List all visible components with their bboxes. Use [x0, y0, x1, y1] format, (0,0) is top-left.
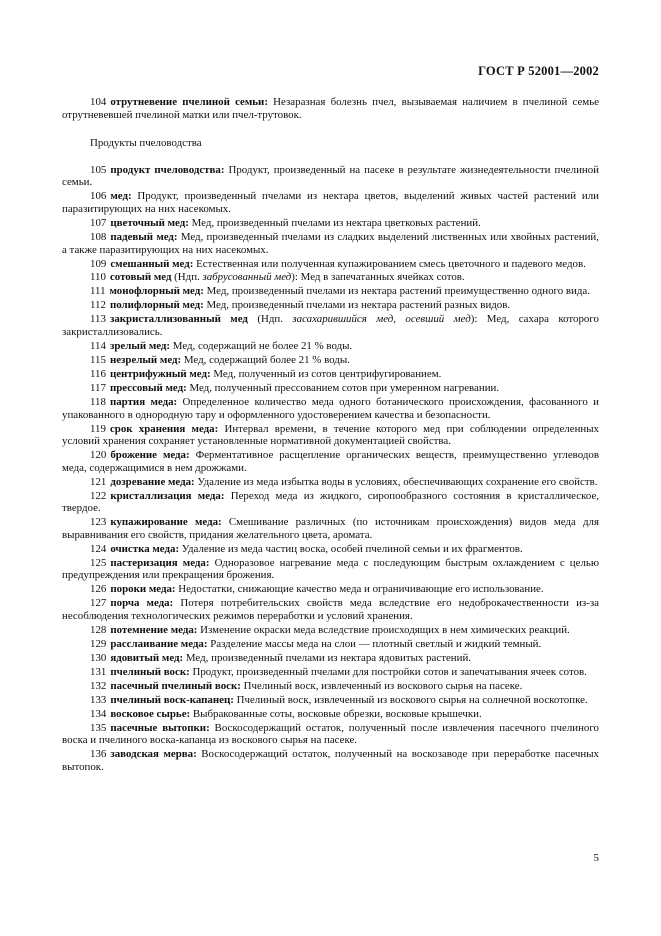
term-entry [62, 680, 599, 693]
entry-term: цветочный мед: [110, 216, 189, 229]
entry-definition: Смешивание различных (по источникам происхождения) видов меда для выравнивания его свойств, придания желательного цвета, аромата. [62, 516, 600, 541]
term-entry [62, 231, 599, 256]
entry-term: дозревание меда: [110, 475, 195, 488]
entry-definition: Мед, произведенный пчелами из сладких выделений лиственных или хвойных растений, а также паразитирующих на них насекомых. [62, 230, 599, 256]
entry-definition: Мед, содержащий более 21 % воды. [181, 354, 350, 366]
term-entry [62, 638, 599, 651]
entry-definition: Удаление из меда частиц воска, особей пчелиной семьи и их фрагментов. [179, 542, 523, 555]
term-entry [62, 313, 599, 338]
entry-definition: Естественная или полученная купажированием смесь цветочного и падевого медов. [193, 257, 586, 270]
entry-note-suffix: ): [470, 313, 478, 326]
term-entry [62, 449, 599, 474]
entry-definition: Продукт, произведенный на пасеке в результате жизнедеятельности пчелиной семьи. [62, 163, 599, 189]
entry-number: 130 [90, 651, 107, 664]
entry-definition: Ферментативное расщепление органических веществ, преимущественно углеводов меда, содержащимися в нем дрожжами. [62, 449, 599, 474]
entry-term: пчелиный воск: [110, 665, 190, 678]
entry-number: 123 [90, 516, 107, 529]
entry-number: 118 [90, 395, 106, 408]
term-entry [62, 190, 599, 215]
term-entry [62, 722, 599, 747]
entry-term: смешанный мед: [110, 257, 194, 270]
entry-number: 108 [90, 230, 107, 243]
entry-number: 131 [90, 665, 107, 678]
entry-term: центрифужный мед: [109, 367, 211, 380]
term-entry [62, 368, 599, 381]
section-heading: Продукты пчеловодства [90, 137, 202, 150]
entry-definition: Потеря потребительских свойств меда вследствие его недоброкачественности из-за несоблюдения технологических режимов переработки и условий хранения. [62, 597, 599, 622]
entry-number: 135 [90, 721, 107, 734]
term-entries-list [62, 164, 599, 774]
entry-term: восковое сырье: [110, 707, 191, 720]
entry-number: 106 [90, 190, 107, 203]
page-number: 5 [593, 852, 599, 864]
entry-definition: Интервал времени, в течение которого мед при соблюдении определенных условий хранения сохраняет установленные нормативной документацией свойства. [62, 422, 599, 448]
entry-definition: Воскосодержащий остаток, полученный после извлечения пасечного пчелиного воска и пчелиного воска-капанца из воскового сырья на пасеке. [62, 721, 600, 747]
entry-definition: Мед, полученный из сотов центрифугированием. [210, 367, 442, 380]
entry-term: полифлорный мед: [109, 299, 204, 312]
entry-term: порча меда: [110, 597, 174, 610]
entry-definition: Недостатки, снижающие качество меда и ограничивающие его использование. [175, 583, 544, 596]
term-entry [62, 382, 599, 395]
entry-definition: Пчелиный воск, извлеченный из воскового сырья на пасеке. [240, 679, 523, 692]
entry-term: прессовый мед: [109, 381, 187, 394]
term-entry [62, 694, 599, 707]
entry-note-suffix: ): [291, 271, 298, 284]
entry-term: брожение меда: [110, 449, 190, 462]
term-entry [62, 164, 599, 189]
entry-note-prefix: (Ндп. [171, 271, 203, 284]
entry-definition: Незаразная болезнь пчел, вызываемая наличием в пчелиной семье отрутневевшей пчелиной матки или пчел-трутовок. [62, 96, 599, 121]
entry-definition: Мед, полученный прессованием сотов при умеренном нагревании. [186, 381, 500, 394]
term-entry [62, 666, 599, 679]
document-body [62, 96, 599, 775]
entry-number: 115 [90, 354, 106, 366]
entry-term: пасечный пчелиный воск: [110, 679, 241, 692]
entry-definition: Мед, содержащий не более 21 % воды. [170, 340, 353, 353]
entry-definition: Пчелиный воск, извлеченный из воскового сырья на солнечной воскотопке. [233, 693, 588, 706]
entry-definition: Мед, произведенный пчелами из нектара цветковых растений. [188, 216, 481, 229]
entry-note-prefix: (Ндп. [247, 313, 293, 326]
entry-definition: Продукт, произведенный пчелами из нектара цветов, выделений живых частей растений или паразитирующих на них насекомых. [62, 190, 599, 215]
entry-definition: Одноразовое нагревание меда с последующим быстрым охлаждением с целью предупреждения или прекращения брожения. [62, 556, 599, 582]
entry-number: 120 [90, 449, 107, 462]
entry-term: падевый мед: [110, 230, 178, 243]
entry-definition: Удаление из меда избытка воды в условиях, обеспечивающих сохранение его свойств. [194, 475, 598, 488]
entry-number: 112 [90, 299, 106, 312]
entry-number: 133 [90, 693, 107, 706]
entry-term: заводская мерва: [110, 748, 197, 761]
entry-number: 114 [90, 340, 106, 353]
entry-term: незрелый мед: [109, 354, 182, 366]
entry-term: кристаллизация меда: [110, 489, 225, 502]
term-entry [62, 516, 599, 541]
entry-definition: Выбракованные соты, восковые обрезки, восковые крышечки. [190, 707, 482, 720]
term-entry [62, 583, 599, 596]
entry-term: расслаивание меда: [110, 637, 208, 650]
entry-number: 136 [90, 748, 107, 761]
entry-term: пасечные вытопки: [110, 721, 210, 734]
entry-term: монофлорный мед: [109, 285, 204, 298]
entry-term: купажирование меда: [110, 516, 222, 529]
term-entry [62, 476, 599, 489]
entry-definition: Мед, произведенный пчелами из нектара растений преимущественно одного вида. [203, 285, 590, 298]
term-entry [62, 217, 599, 230]
entry-definition: Изменение окраски меда вследствие происходящих в нем химических реакций. [197, 623, 570, 636]
entry-number: 113 [90, 313, 106, 326]
entry-term: очистка меда: [110, 542, 180, 555]
term-entry [62, 557, 599, 582]
entry-number: 107 [90, 216, 107, 229]
term-entry [62, 340, 599, 353]
entry-number: 121 [90, 475, 107, 488]
term-entry [62, 396, 599, 421]
entry-term: срок хранения меда: [109, 422, 219, 435]
entry-deprecated-synonym: засахарившийся мед, осевший мед [292, 313, 471, 326]
entry-definition: Переход меда из жидкого, сиропообразного состояния в кристаллическое, твердое. [62, 489, 599, 515]
term-entry [62, 748, 599, 773]
entry-definition: Мед, произведенный пчелами из нектара растений разных видов. [203, 299, 511, 312]
entry-definition: Определенное количество меда одного ботанического происхождения, фасованного и упакованного в однородную тару и оформленного удостоверением качества и безопасности. [62, 395, 599, 421]
entry-term: пчелиный воск-капанец: [110, 693, 234, 706]
entry-number: 126 [90, 583, 107, 596]
entry-number: 129 [90, 637, 107, 650]
term-entry [62, 258, 599, 271]
term-entry [62, 597, 599, 622]
entry-number: 105 [90, 163, 107, 176]
entry-number: 134 [90, 707, 107, 720]
entry-number: 117 [90, 381, 106, 394]
standard-header: ГОСТ Р 52001—2002 [478, 64, 599, 78]
entry-number: 116 [90, 367, 106, 380]
entry-term: отрутневение пчелиной семьи: [110, 96, 268, 108]
entry-definition: Разделение массы меда на слои — плотный светлый и жидкий темный. [207, 637, 542, 650]
entry-number: 127 [90, 597, 107, 610]
term-entry [62, 490, 599, 515]
term-entry [62, 285, 599, 298]
entry-definition: Мед в запечатанных ячейках сотов. [297, 271, 465, 284]
entry-number: 119 [90, 422, 106, 435]
entry-definition: Мед, сахара которого закристаллизовались. [62, 313, 599, 339]
entry-term: мед: [110, 190, 132, 203]
term-entry [62, 652, 599, 665]
entry-term: продукт пчеловодства: [110, 163, 225, 176]
entry-term: закристаллизованный мед [109, 313, 248, 326]
term-entry [62, 354, 599, 367]
term-entry [62, 624, 599, 637]
entry-definition: Продукт, произведенный пчелами для постройки сотов и запечатывания ячеек сотов. [189, 665, 587, 678]
term-entry [62, 543, 599, 556]
entry-term: зрелый мед: [109, 340, 171, 353]
entry-definition: Воскосодержащий остаток, полученный на воскозаводе при переработке пасечных вытопок. [62, 748, 599, 774]
entry-number: 104 [90, 96, 107, 108]
entry-deprecated-synonym: забрусованный мед [202, 271, 292, 284]
entry-number: 124 [90, 542, 107, 555]
entry-definition: Мед, произведенный пчелами из нектара ядовитых растений. [183, 651, 471, 664]
entry-number: 111 [90, 285, 106, 298]
term-entry [62, 271, 599, 284]
entry-number: 109 [90, 257, 107, 270]
term-entry [62, 299, 599, 312]
entry-term: пороки меда: [110, 583, 176, 596]
entry-term: потемнение меда: [110, 623, 198, 636]
entry-number: 132 [90, 679, 107, 692]
entry-term: сотовый мед [109, 271, 172, 284]
entry-number: 128 [90, 623, 107, 636]
term-entry [62, 423, 599, 448]
entry-number: 122 [90, 489, 107, 502]
entry-number: 110 [90, 271, 106, 284]
entry-number: 125 [90, 556, 107, 569]
entry-term: ядовитый мед: [110, 651, 184, 664]
entry-term: партия меда: [109, 395, 178, 408]
term-entry-104 [62, 96, 599, 121]
term-entry [62, 708, 599, 721]
entry-term: пастеризация меда: [110, 556, 210, 569]
